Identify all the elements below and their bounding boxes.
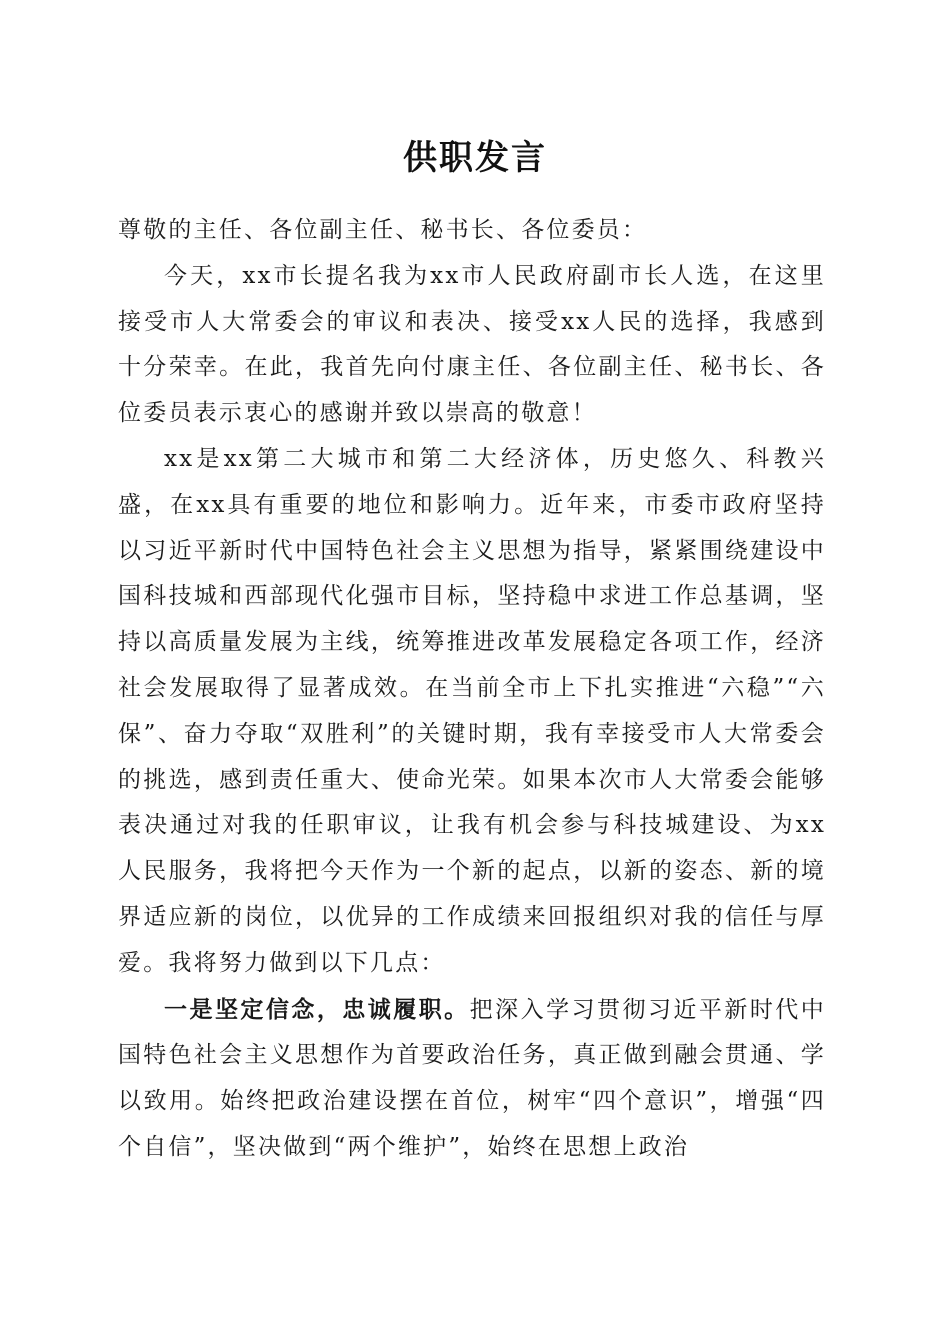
paragraph-3 [118, 987, 826, 1171]
paragraph-2: xx是xx第二大城市和第二大经济体，历史悠久、科教兴盛，在xx具有重要的地位和影响力。近年来，市委市政府坚持以习近平新时代中国特色社会主义思想为指导，紧紧围绕建设中国科技城和西部现代化强市目标，坚持稳中求进工作总基调，坚持以高质量发展为主线，统筹推进改革发展稳定各项工作，经济社会发展取得了显著成效。在当前全市上下扎实推进“六稳”“六保”、奋力夺取“双胜利”的关键时期，我有幸接受市人大常委会的挑选，感到责任重大、使命光荣。如果本次市人大常委会能够表决通过对我的任职审议，让我有机会参与科技城建设、为xx人民服务，我将把今天作为一个新的起点，以新的姿态、新的境界适应新的岗位，以优异的工作成绩来回报组织对我的信任与厚爱。我将努力做到以下几点： [118, 445, 826, 976]
point-heading: 一是坚定信念，忠诚履职。 [164, 995, 470, 1023]
paragraph-1: 今天，xx市长提名我为xx市人民政府副市长人选，在这里接受市人大常委会的审议和表决、接受xx人民的选择，我感到十分荣幸。在此，我首先向付康主任、各位副主任、秘书长、各位委员表示衷心的感谢并致以崇高的敬意！ [118, 262, 826, 427]
salutation: 尊敬的主任、各位副主任、秘书长、各位委员： [118, 217, 648, 243]
point-text: 把深入学习贯彻习近平新时代中国特色社会主义思想作为首要政治任务，真正做到融会贯通、学以致用。始终把政治建设摆在首位，树牢“四个意识”，增强“四个自信”，坚决做到“两个维护”，始终在思想上政治 [118, 996, 826, 1160]
document-title: 供职发言 [403, 138, 547, 178]
document-body [118, 208, 826, 1171]
